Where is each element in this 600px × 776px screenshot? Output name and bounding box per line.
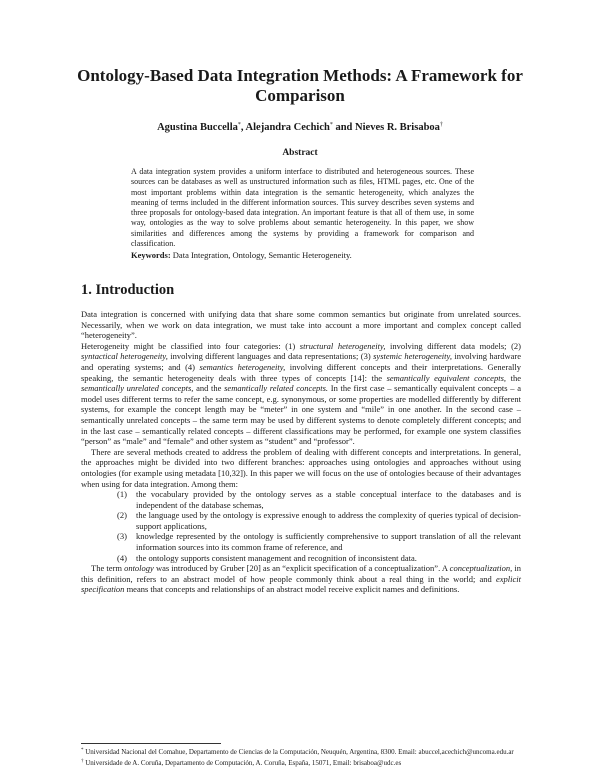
footnote-text: Universidade de A. Coruña, Departamento de Computación, A. Coruña, España, 15071, Email: brisaboa@udc.es [83, 759, 402, 767]
list-item-text: the ontology supports consistent management and recognition of inconsistent data. [136, 552, 417, 563]
list-number: (3) [117, 531, 127, 542]
abstract-heading: Abstract [282, 148, 318, 158]
text-run: involving hardware and operating systems; and (4) [81, 351, 522, 372]
list-item [81, 489, 521, 510]
abstract-text: A data integration system provides a uniform interface to distributed and heterogeneous sources. These sources can be databases as well as unstructured information such as files, HTML pages, etc. One of the most important problems within data integration is the semantic heterogeneity, which analyzes the meaning of terms included in the different information sources. This survey describes seven systems and three proposals for ontology-based data integration. An important feature is that all of them use, in some way, ontologies as the way to solve problems about semantic heterogeneity. In this paper, we show similarities and differences among the systems by providing a framework for comparison and classification. [131, 167, 474, 249]
keywords-label: Keywords: [131, 250, 171, 260]
affiliation-mark: † [439, 122, 443, 128]
emphasis: semantically unrelated concepts, [81, 383, 194, 394]
footnote-rule [81, 743, 221, 744]
author-separator: , [240, 122, 246, 133]
advantages-list [81, 489, 521, 563]
paragraph [81, 563, 521, 595]
emphasis: systemic heterogeneity, [373, 351, 452, 362]
emphasis: conceptualization, [449, 563, 513, 574]
text-run: involving different data models; (2) [385, 340, 521, 351]
author-name: Agustina Buccella [157, 122, 238, 133]
emphasis: semantically related concepts. [224, 383, 329, 394]
list-item [81, 510, 521, 531]
emphasis: semantically equivalent concepts, [386, 372, 506, 383]
author-separator: and [332, 122, 356, 133]
list-item [81, 553, 521, 564]
text-run: In the first case – semantically equivalent concepts – a model uses different terms to refer the same concept, e.g. synonymous, or some properties are modelled differently by different systems, for example the concept length may be “meter” in one system and “mile” in one another. In the second case – semantically unrelated concepts – the same term may be used by different systems to denote completely different concepts; and in the last case – semantically related concepts – different classifications may be performed, for example one system classifies “person” as “male” and “female” and other system as “student” and “professor”. [81, 383, 521, 447]
list-item-text: the language used by the ontology is expressive enough to address the complexity of queries typical of decision-support applications, [136, 510, 521, 531]
author-name: Nieves R. Brisaboa [355, 122, 440, 133]
footnote-text: Universidad Nacional del Comahue, Departamento de Ciencias de la Computación, Neuquén, Argentina, 8300. Email: abuccel,acechich@uncoma.edu.ar [83, 748, 514, 756]
emphasis: syntactical heterogeneity, [81, 351, 168, 362]
text-run: was introduced by Gruber [20] as an “explicit specification of a conceptualization”. A [153, 563, 450, 574]
footnote [81, 757, 521, 768]
keywords-line [131, 250, 474, 260]
footnote-mark: * [81, 748, 84, 753]
paragraph: There are several methods created to address the problem of dealing with different concepts and interpretations. In general, the approaches might be divided into two different branches: approaches using ontologies and approaches without using ontologies (for example using metadata [10,32]). In this paper we will focus on the use of ontologies because of their advantages when using for data integration. Among them: [81, 446, 521, 489]
list-item-text: the vocabulary provided by the ontology serves as a stable conceptual interface to the databases and is independent of the database schemas, [136, 489, 521, 510]
body-text [81, 309, 521, 595]
list-item-text: knowledge represented by the ontology is sufficiently comprehensive to support translation of all the relevant information sources into its common frame of reference, and [136, 531, 521, 553]
footnotes [81, 746, 521, 768]
list-number: (2) [117, 510, 127, 521]
author-list [0, 122, 600, 133]
affiliation-mark: * [329, 122, 333, 128]
footnote [81, 746, 521, 757]
emphasis: semantics heterogeneity, [199, 361, 286, 372]
keywords-text: Data Integration, Ontology, Semantic Heterogeneity. [170, 250, 352, 260]
text-run: means that concepts and relationships of an abstract model receive explicit names and definitions. [124, 584, 460, 595]
section-heading: 1. Introduction [81, 282, 175, 298]
text-run: involving different languages and data representations; (3) [167, 351, 374, 362]
author-name: Alejandra Cechich [245, 122, 330, 133]
list-number: (4) [117, 552, 127, 563]
text-run: Heterogeneity might be classified into four categories: (1) [81, 340, 300, 351]
emphasis: ontology [124, 563, 154, 574]
list-item [81, 531, 521, 552]
footnote-mark: † [81, 759, 84, 764]
paragraph: Data integration is concerned with unifying data that share some common semantics but originate from unrelated sources. Necessarily, when we work on data integration, we must take into account a more important and complex concept called “heterogeneity”. [81, 309, 521, 341]
paper-title: Ontology-Based Data Integration Methods: A Framework for Comparison [77, 66, 523, 105]
paragraph [81, 341, 521, 447]
emphasis: structural heterogeneity, [299, 340, 386, 351]
list-number: (1) [117, 489, 127, 500]
text-run: in this definition, refers to an abstract model of how people commonly think about a real thing in the world; and [81, 563, 521, 584]
text-run: involving different concepts and their interpretations. Generally speaking, the semantic heterogeneity deals with three types of concepts [14]: the [81, 361, 522, 383]
text-run: The term [91, 563, 125, 574]
affiliation-mark: * [237, 122, 241, 128]
text-run: the [506, 372, 521, 383]
text-run: and the [193, 383, 225, 394]
emphasis: explicit specification [81, 573, 521, 595]
